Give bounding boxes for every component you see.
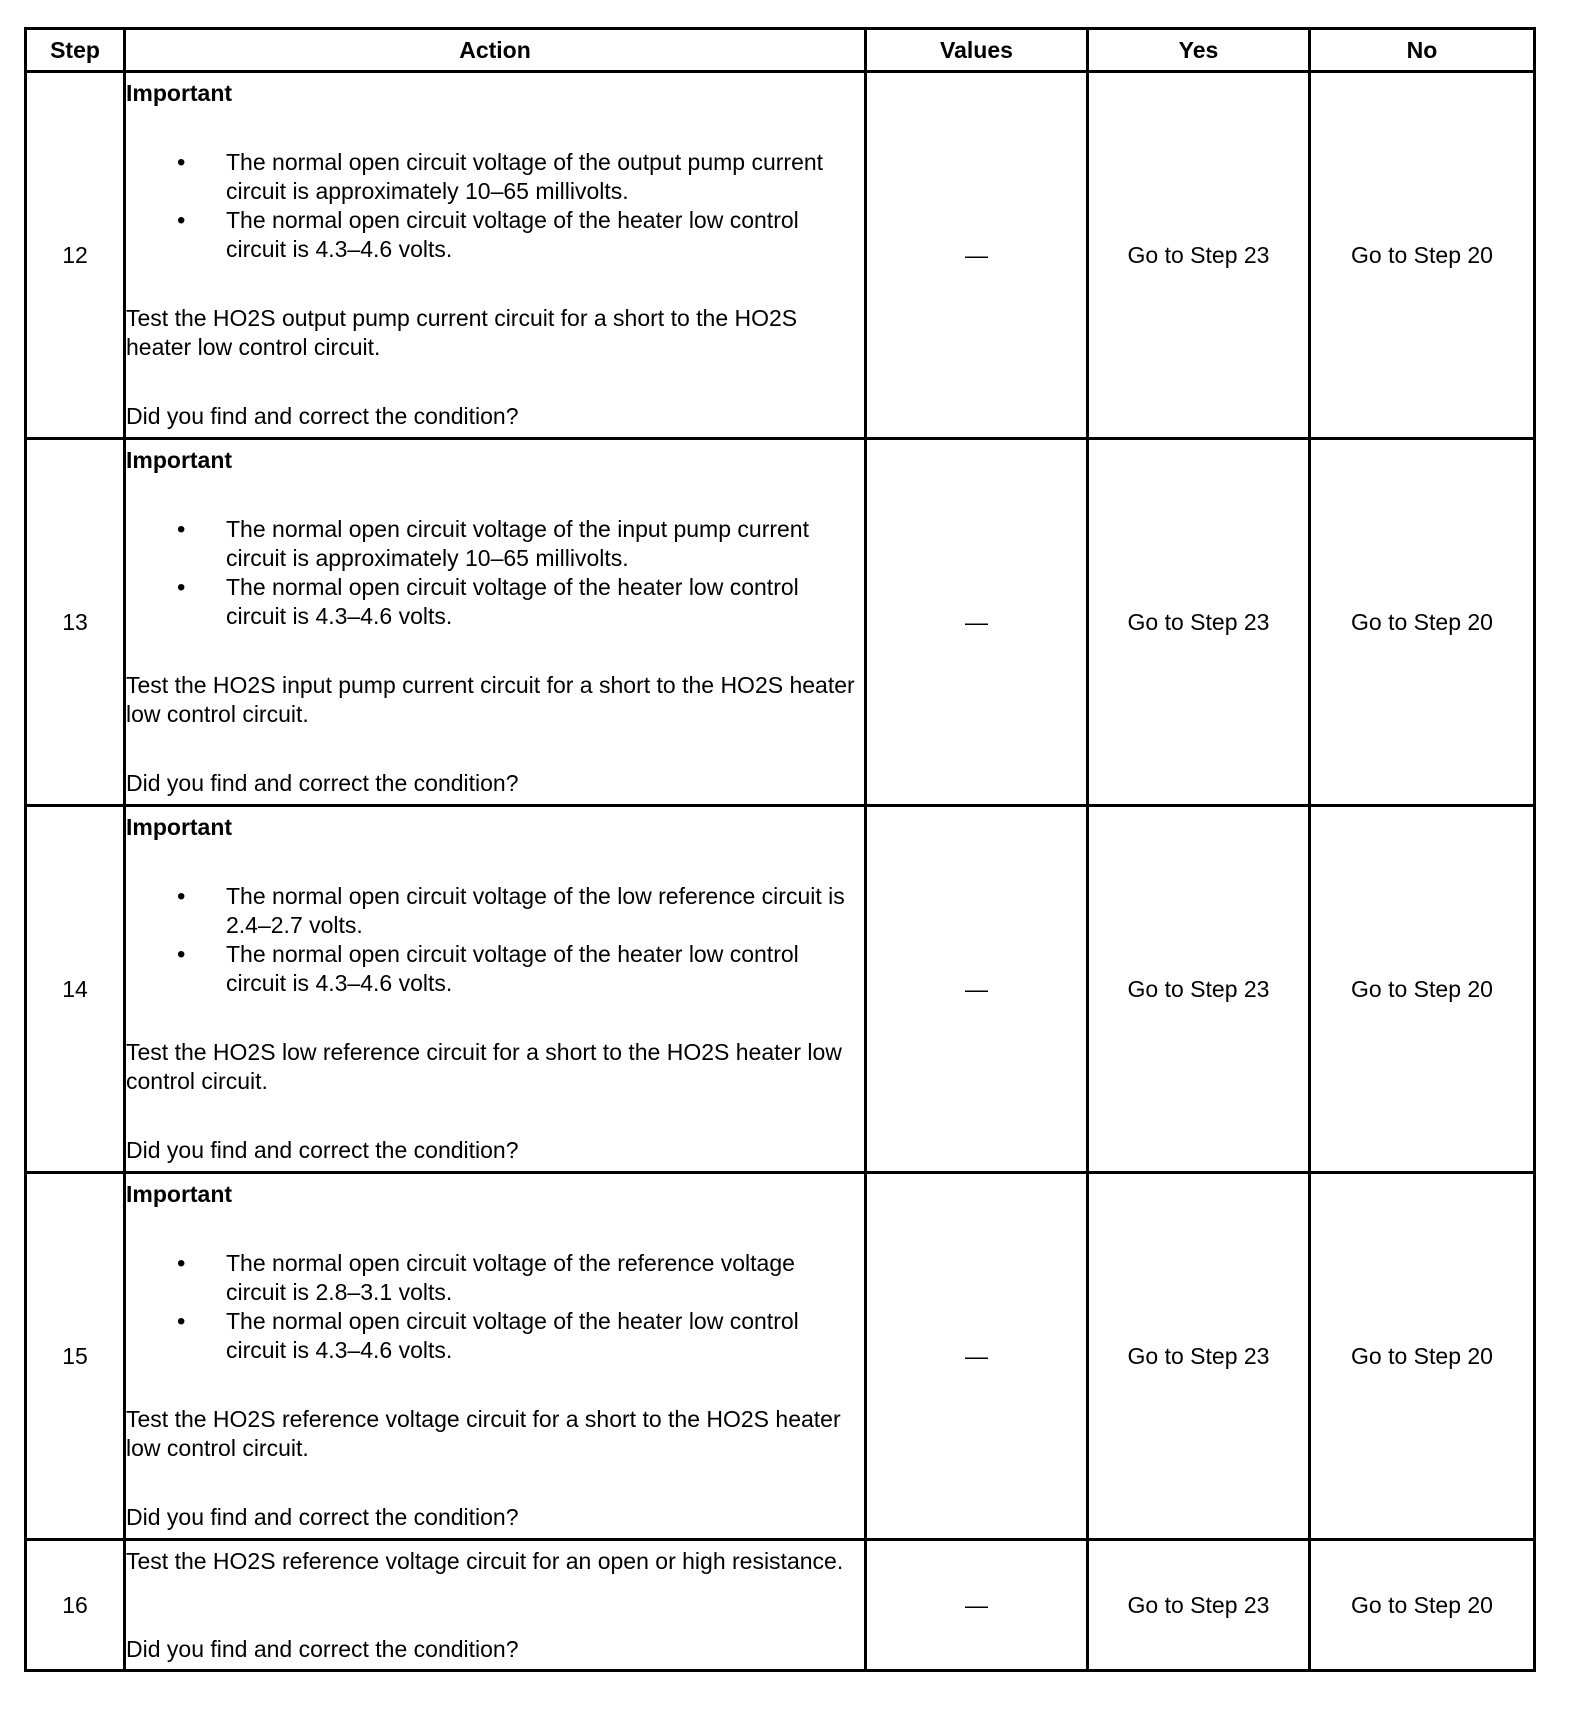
values-cell: — bbox=[866, 806, 1088, 1173]
action-cell bbox=[125, 1173, 866, 1540]
action-cell bbox=[125, 439, 866, 806]
note-list bbox=[126, 515, 864, 631]
question-text: Did you find and correct the condition? bbox=[126, 1137, 519, 1164]
question-text: Did you find and correct the condition? bbox=[126, 1504, 519, 1531]
header-yes: Yes bbox=[1088, 29, 1310, 72]
action-cell bbox=[125, 72, 866, 439]
note-list bbox=[126, 882, 864, 998]
test-instruction: Test the HO2S reference voltage circuit for a short to the HO2S heater low control circuit. bbox=[126, 1406, 841, 1462]
no-cell: Go to Step 20 bbox=[1310, 1540, 1535, 1671]
header-step: Step bbox=[26, 29, 125, 72]
yes-cell: Go to Step 23 bbox=[1088, 806, 1310, 1173]
table-header-row bbox=[26, 29, 1535, 72]
note-item bbox=[126, 1307, 864, 1365]
test-instruction: Test the HO2S low reference circuit for a short to the HO2S heater low control circuit. bbox=[126, 1039, 842, 1095]
note-item bbox=[126, 148, 864, 206]
important-label: Important bbox=[126, 446, 233, 473]
test-instruction: Test the HO2S output pump current circuit for a short to the HO2S heater low control circuit. bbox=[126, 305, 798, 361]
note-list bbox=[126, 1249, 864, 1365]
table-row bbox=[26, 806, 1535, 1173]
step-number: 14 bbox=[26, 806, 125, 1173]
test-instruction: Test the HO2S input pump current circuit for a short to the HO2S heater low control circuit. bbox=[126, 672, 855, 728]
values-cell: — bbox=[866, 1540, 1088, 1671]
note-item bbox=[126, 1249, 864, 1307]
important-label: Important bbox=[126, 1180, 233, 1207]
note-text: The normal open circuit voltage of the heater low control circuit is 4.3–4.6 volts. bbox=[226, 206, 799, 262]
note-list bbox=[126, 148, 864, 264]
bullet-icon: • bbox=[177, 940, 186, 968]
bullet-icon: • bbox=[177, 573, 186, 601]
question-text: Did you find and correct the condition? bbox=[126, 1635, 519, 1662]
no-cell: Go to Step 20 bbox=[1310, 439, 1535, 806]
yes-cell: Go to Step 23 bbox=[1088, 439, 1310, 806]
bullet-icon: • bbox=[177, 515, 186, 543]
note-text: The normal open circuit voltage of the heater low control circuit is 4.3–4.6 volts. bbox=[226, 1307, 799, 1363]
no-cell: Go to Step 20 bbox=[1310, 72, 1535, 439]
bullet-icon: • bbox=[177, 148, 186, 176]
bullet-icon: • bbox=[177, 1249, 186, 1277]
values-cell: — bbox=[866, 72, 1088, 439]
note-text: The normal open circuit voltage of the low reference circuit is 2.4–2.7 volts. bbox=[226, 882, 845, 938]
question-text: Did you find and correct the condition? bbox=[126, 770, 519, 797]
bullet-icon: • bbox=[177, 1307, 186, 1335]
action-cell bbox=[125, 806, 866, 1173]
yes-cell: Go to Step 23 bbox=[1088, 1540, 1310, 1671]
step-number: 16 bbox=[26, 1540, 125, 1671]
table-row bbox=[26, 72, 1535, 439]
important-label: Important bbox=[126, 813, 233, 840]
note-text: The normal open circuit voltage of the input pump current circuit is approximately 10–65 millivolts. bbox=[226, 515, 809, 571]
step-number: 15 bbox=[26, 1173, 125, 1540]
values-cell: — bbox=[866, 439, 1088, 806]
step-number: 13 bbox=[26, 439, 125, 806]
note-text: The normal open circuit voltage of the heater low control circuit is 4.3–4.6 volts. bbox=[226, 940, 799, 996]
no-cell: Go to Step 20 bbox=[1310, 806, 1535, 1173]
no-cell: Go to Step 20 bbox=[1310, 1173, 1535, 1540]
note-item bbox=[126, 882, 864, 940]
note-item bbox=[126, 940, 864, 998]
bullet-icon: • bbox=[177, 882, 186, 910]
yes-cell: Go to Step 23 bbox=[1088, 72, 1310, 439]
step-number: 12 bbox=[26, 72, 125, 439]
note-text: The normal open circuit voltage of the reference voltage circuit is 2.8–3.1 volts. bbox=[226, 1249, 795, 1305]
note-text: The normal open circuit voltage of the output pump current circuit is approximately 10–65 millivolts. bbox=[226, 148, 824, 204]
table-row bbox=[26, 439, 1535, 806]
action-cell bbox=[125, 1540, 866, 1671]
table-row bbox=[26, 1173, 1535, 1540]
values-cell: — bbox=[866, 1173, 1088, 1540]
yes-cell: Go to Step 23 bbox=[1088, 1173, 1310, 1540]
table-row bbox=[26, 1540, 1535, 1671]
header-no: No bbox=[1310, 29, 1535, 72]
diagnostic-table bbox=[24, 27, 1536, 1672]
important-label: Important bbox=[126, 79, 233, 106]
header-action: Action bbox=[125, 29, 866, 72]
test-instruction: Test the HO2S reference voltage circuit for an open or high resistance. bbox=[126, 1547, 844, 1574]
note-item bbox=[126, 206, 864, 264]
note-item bbox=[126, 515, 864, 573]
bullet-icon: • bbox=[177, 206, 186, 234]
note-item bbox=[126, 573, 864, 631]
header-values: Values bbox=[866, 29, 1088, 72]
note-text: The normal open circuit voltage of the heater low control circuit is 4.3–4.6 volts. bbox=[226, 573, 799, 629]
question-text: Did you find and correct the condition? bbox=[126, 403, 519, 430]
